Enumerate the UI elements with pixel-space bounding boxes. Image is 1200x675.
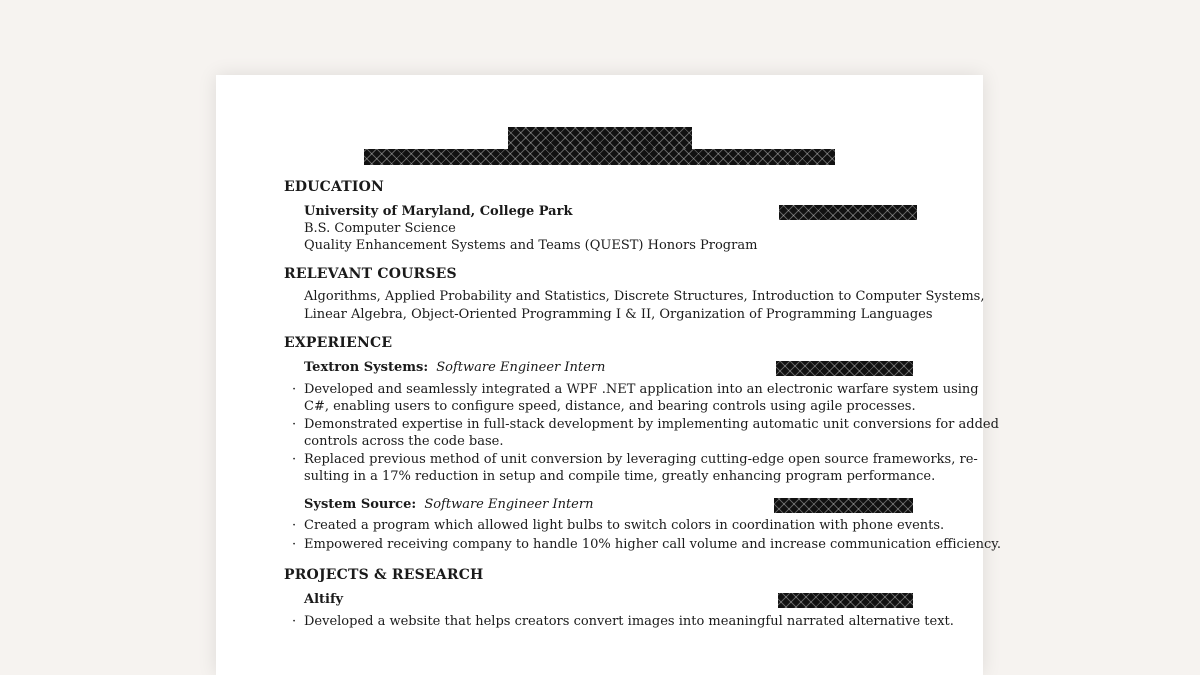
company-name: System Source: [304,497,417,512]
bullet-line: Empowered receiving company to handle 10% higher call volume and increase communication efficiency. [304,537,1002,552]
bullet-line: Demonstrated expertise in full-stack development by implementing automatic unit conversions for added [304,417,999,432]
school-name: University of Maryland, College Park [304,204,573,219]
job-role: Software Engineer Intern [424,497,594,512]
courses-line-2: Linear Algebra, Object-Oriented Programming I & II, Organization of Programming Languages [304,307,933,322]
bullet-line: Replaced previous method of unit conversion by leveraging cutting-edge open source frameworks, re- [304,452,978,467]
bullet-line: Developed a website that helps creators convert images into meaningful narrated alternative text. [304,614,954,629]
bullet-glyph: · [292,614,297,629]
honors-program: Quality Enhancement Systems and Teams (QUEST) Honors Program [304,238,758,253]
job-title-line [304,360,605,376]
redacted-project-date [778,593,913,608]
company-name: Textron Systems: [304,360,429,375]
redacted-job-date [774,498,913,513]
bullet-line: C#, enabling users to configure speed, distance, and bearing controls using agile processes. [304,399,916,414]
bullet-line: controls across the code base. [304,434,504,449]
degree: B.S. Computer Science [304,221,456,236]
bullet-glyph: · [292,417,297,432]
section-heading-courses: RELEVANT COURSES [284,266,457,282]
resume-page [216,75,1002,675]
bullet-glyph: · [292,537,297,552]
redacted-contact-line [364,149,835,165]
redacted-name [508,127,692,149]
bullet-glyph: · [292,452,297,467]
job-title-line [304,497,593,513]
bullet-glyph: · [292,382,297,397]
bullet-glyph: · [292,518,297,533]
bullet-line: Developed and seamlessly integrated a WPF .NET application into an electronic warfare system using [304,382,979,397]
bullet-line: Created a program which allowed light bulbs to switch colors in coordination with phone events. [304,518,945,533]
section-heading-experience: EXPERIENCE [284,335,393,351]
job-role: Software Engineer Intern [436,360,606,375]
section-heading-projects: PROJECTS & RESEARCH [284,567,484,583]
courses-line-1: Algorithms, Applied Probability and Statistics, Discrete Structures, Introduction to Computer Systems, [304,289,985,304]
redacted-job-date [776,361,913,376]
project-name: Altify [304,592,344,607]
section-heading-education: EDUCATION [284,179,385,195]
redacted-education-date [779,205,917,220]
bullet-line: sulting in a 17% reduction in setup and compile time, greatly enhancing program performance. [304,469,936,484]
